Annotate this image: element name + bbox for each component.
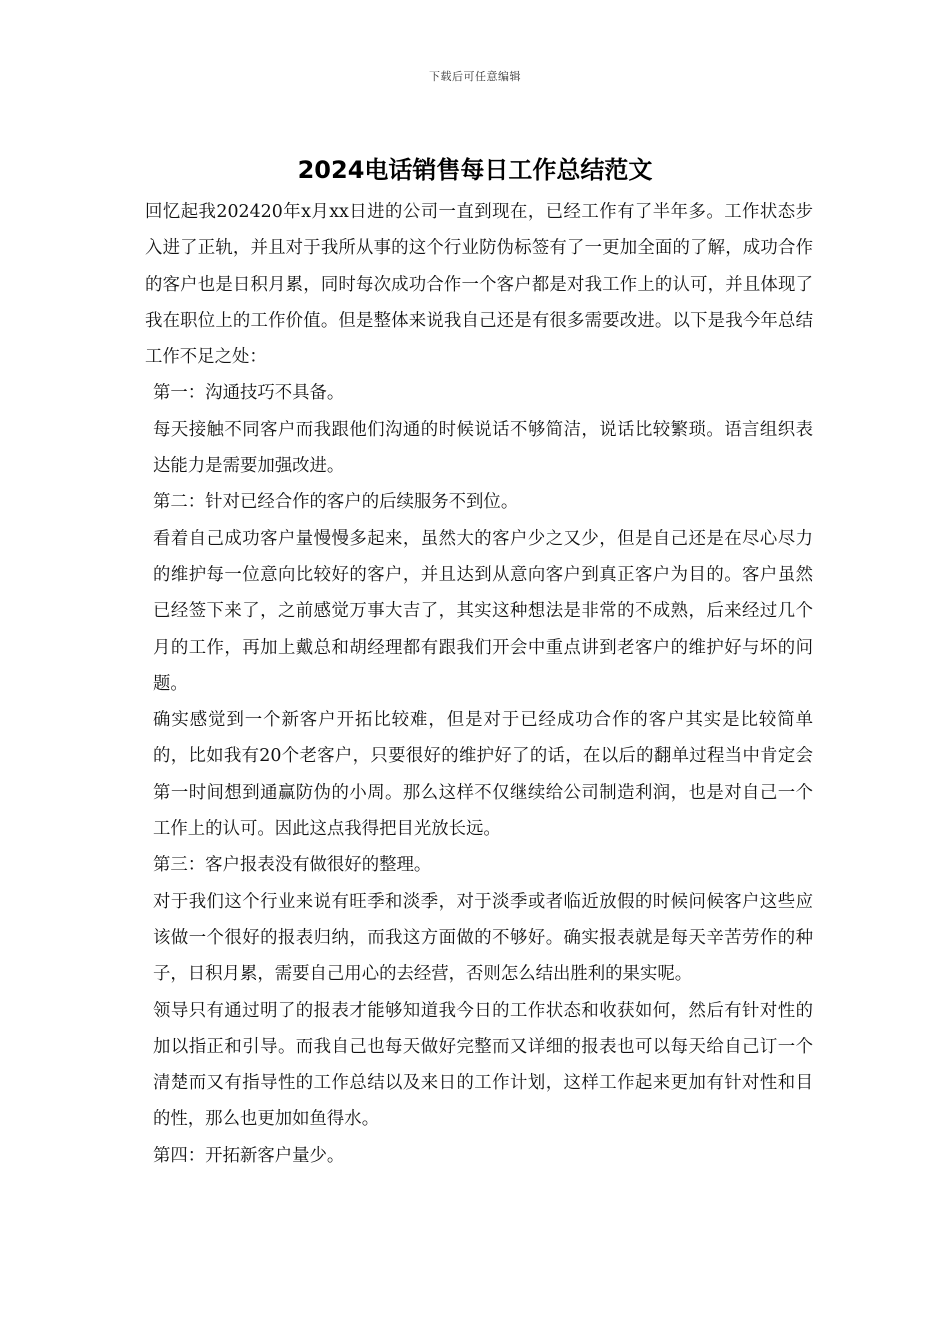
section-heading-4: 第四：开拓新客户量少。 — [153, 1145, 345, 1166]
paragraph-intro: 回忆起我202420年x月xx日进的公司一直到现在，已经工作有了半年多。工作状态步入进了正轨，并且对于我所从事的这个行业防伪标签有了一更加全面的了解，成功合作的客户也是日积月累，同时每次成功合作一个客户都是对我工作上的认可，并且体现了我在职位上的工作价值。但是整体来说我自己还是有很多需要改进。以下是我今年总结工作不足之处： — [145, 202, 813, 368]
section-heading-1: 第一：沟通技巧不具备。 — [153, 383, 345, 404]
paragraph: 每天接触不同客户而我跟他们沟通的时候说话不够简洁，说话比较繁琐。语言组织表达能力是需要加强改进。 — [153, 419, 813, 477]
paragraph: 看着自己成功客户量慢慢多起来，虽然大的客户少之又少，但是自己还是在尽心尽力的维护每一位意向比较好的客户，并且达到从意向客户到真正客户为目的。客户虽然已经签下来了，之前感觉万事大吉了，其实这种想法是非常的不成熟，后来经过几个月的工作，再加上戴总和胡经理都有跟我们开会中重点讲到老客户的维护好与坏的问题。 — [153, 528, 813, 694]
paragraph: 领导只有通过明了的报表才能够知道我今日的工作状态和收获如何，然后有针对性的加以指正和引导。而我自己也每天做好完整而又详细的报表也可以每天给自己订一个清楚而又有指导性的工作总结以及来日的工作计划，这样工作起来更加有针对性和目的性，那么也更加如鱼得水。 — [153, 1000, 813, 1130]
document-body — [145, 194, 813, 1174]
paragraph: 对于我们这个行业来说有旺季和淡季，对于淡季或者临近放假的时候问候客户这些应该做一个很好的报表归纳，而我这方面做的不够好。确实报表就是每天辛苦劳作的种子，日积月累，需要自己用心的去经营，否则怎么结出胜利的果实呢。 — [153, 891, 813, 985]
header-note: 下载后可任意编辑 — [429, 70, 521, 83]
paragraph: 确实感觉到一个新客户开拓比较难，但是对于已经成功合作的客户其实是比较简单的，比如我有20个老客户，只要很好的维护好了的话，在以后的翻单过程当中肯定会第一时间想到通赢防伪的小周。那么这样不仅继续给公司制造利润，也是对自己一个工作上的认可。因此这点我得把目光放长远。 — [153, 710, 813, 840]
section-heading-2: 第二：针对已经合作的客户的后续服务不到位。 — [153, 492, 519, 513]
section-heading-3: 第三：客户报表没有做很好的整理。 — [153, 855, 432, 876]
document-title: 2024电话销售每日工作总结范文 — [297, 156, 653, 184]
